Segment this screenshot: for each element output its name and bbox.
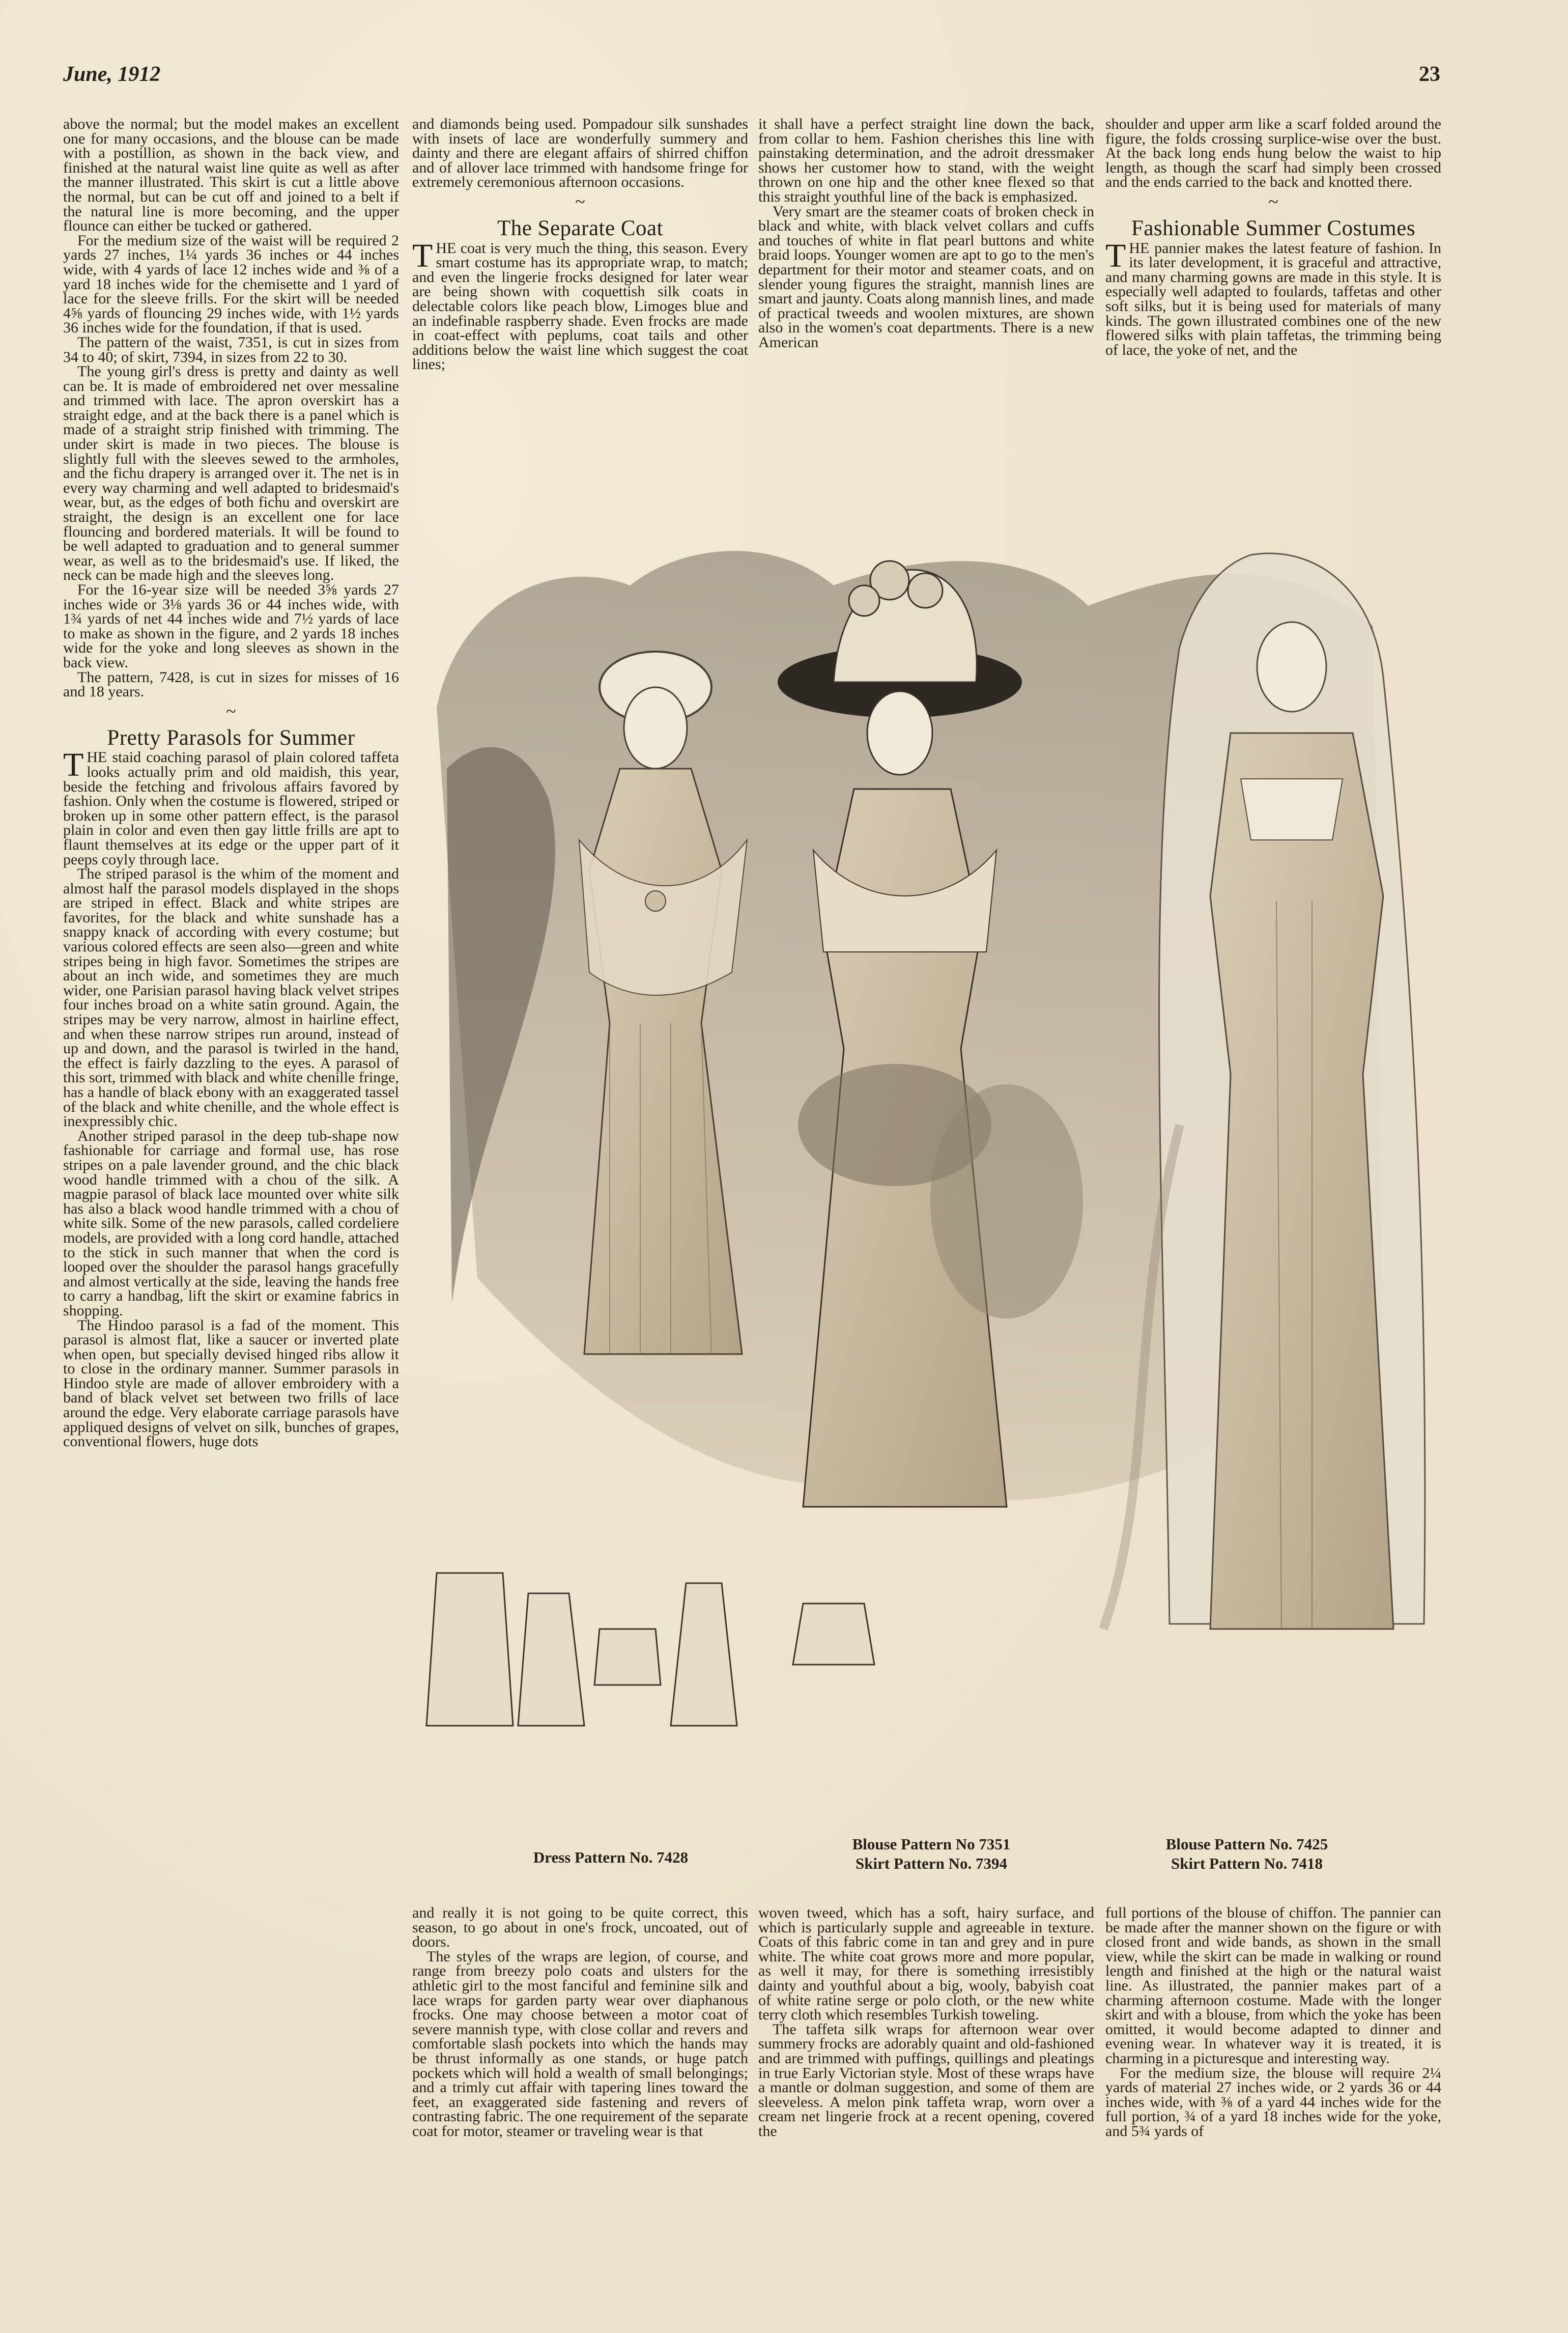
parasols-paragraph: The Hindoo parasol is a fad of the moment. This parasol is almost flat, like a saucer or inverted plate when open, but specially devised hinged ribs allow it to close in the ordinary manner. Summer parasols in Hindoo style are made of allover embroidery with a band of black velvet set between two frills of lace around the edge. Very elaborate carriage parasols have appliqued designs of velvet on silk, bunches of grapes, conventional flowers, huge dots [63, 1316, 399, 1450]
caption-line: Blouse Pattern No. 7425 [1165, 1835, 1328, 1853]
costumes-paragraph: HE pannier makes the latest feature of fashion. In its later development, it is graceful and attractive, and many charming gowns are made in this style. It is especially well adapted to foulards, taffetas and other soft silks, but it is being used for materials of many kinds. The gown illustrated combines one of the new flowered silks with plain taffetas, the trimming being of lace, the yoke of net, and the [1105, 239, 1441, 358]
col3-bottom-paragraph: woven tweed, which has a soft, hairy surface, and which is particularly supple and agreeable in texture. Coats of this fabric come in tan and grey and in pure white. The white coat grows more and more popular, as well it may, for there is something irresistibly dainty and youthful about a big, wooly, babyish coat of white ratine serge or polo cloth, or the new white terry cloth which resembles Turkish toweling. [758, 1906, 1094, 2023]
issue-date: June, 1912 [63, 63, 161, 86]
column-3-top [758, 117, 1094, 504]
col2-bottom-paragraph: and really it is not going to be quite correct, this season, to go about in one's frock, uncoated, out of doors. [412, 1906, 748, 1951]
parasols-heading: Pretty Parasols for Summer [107, 725, 355, 750]
caption-dress-7428: Dress Pattern No. 7428 [533, 1848, 689, 1866]
column-2-top [412, 117, 748, 524]
parasols-paragraph: Another striped parasol in the deep tub-shape now fashionable for carriage and formal use, has rose stripes on a pale lavender ground, and the chic black wood handle trimmed with a chou of the silk. A magpie parasol of black lace mounted over white silk has also a black wood handle trimmed with a chou of white silk. Some of the new parasols, called cordeliere models, are provided with a long cord handle, attached to the stick in such manner that when the cord is looped over the shoulder the parasol hangs gracefully and almost vertically at the side, leaving the hands free to carry a handbag, lift the skirt or examine fabrics in shopping. [63, 1127, 399, 1319]
col1-paragraph: For the 16-year size will be needed 3⅝ yards 27 inches wide or 3⅛ yards 36 or 44 inches wide, with 1¾ yards of net 44 inches wide and 7½ yards of lace to make as shown in the figure, and 2 yards 18 inches wide for the yoke and long sleeves as shown in the back view. [63, 581, 399, 671]
coat-heading: The Separate Coat [497, 216, 664, 240]
drop-cap: T [1105, 237, 1126, 274]
caption-line: Skirt Pattern No. 7394 [856, 1854, 1007, 1872]
costumes-heading: Fashionable Summer Costumes [1131, 216, 1416, 240]
coat-paragraph: HE coat is very much the thing, this season. Every smart costume has its appropriate wrap, to match; and even the lingerie frocks designed for later wear are being shown with coquettish silk coats in delectable colors like peach blow, Limoges blue and an indefinable raspberry shade. Even frocks are made in coat-effect with peplums, coat tails and other additions below the waist line which suggest the coat lines; [412, 239, 748, 373]
col1-paragraph: above the normal; but the model makes an excellent one for many occasions, and the blouse can be made with a postillion, as shown in the back view, and finished at the natural waist line quite as well as after the manner illustrated. This skirt is cut a little above the normal, but can be cut off and joined to a belt if the natural line is more becoming, and the upper flounce can either be tucked or gathered. [63, 117, 399, 235]
col1-paragraph: For the medium size of the waist will be required 2 yards 27 inches, 1¼ yards 36 inches or 44 inches wide, with 4 yards of lace 12 inches wide and ⅜ of a yard 18 inches wide for the chemisette and 1 yard of lace for the sleeve frills. For the skirt will be needed 4⅝ yards of flouncing 29 inches wide, with 1½ yards 36 inches wide for the foundation, if that is used. [63, 232, 399, 336]
col2-bottom-paragraph: The styles of the wraps are legion, of course, and range from breezy polo coats and ulsters for the athletic girl to the most fanciful and feminine silk and lace wraps for garden party wear over diaphanous frocks. One may choose between a motor coat of severe mannish type, with close collar and revers and comfortable slash pockets into which the hands may be thrust informally as one stands, or huge patch pockets which will hold a wealth of small belongings; and a trimly cut affair with tapering lines toward the feet, an exaggerated side fastening and revers of contrasting fabric. The one requirement of the separate coat for motor, steamer or traveling wear is that [412, 1948, 748, 2140]
section-separator: ~ [226, 700, 236, 721]
column-3-bottom [758, 1906, 1094, 2303]
pattern-small-views [426, 1573, 874, 1726]
column-4-top [1105, 117, 1441, 514]
column-4-bottom [1105, 1906, 1441, 2303]
parasols-paragraph: The striped parasol is the whim of the moment and almost half the parasol models displayed in the shops are striped in effect. Black and white stripes are favorites, for the black and white sunshade has a snappy knack of according with every costume; but various colored effects are seen also—green and white stripes being in high favor. Sometimes the stripes are about an inch wide, and sometimes they are much wider, one Parisian parasol having black velvet stripes four inches broad on a white satin ground. Again, the stripes may be very narrow, almost in hairline effect, and when these narrow stripes run around, instead of up and down, and the parasol is twirled in the hand, the effect is fairly dazzling to the eyes. A parasol of this sort, trimmed with black and white chenille fringe, has a handle of black ebony with an exaggerated tassel of the black and white chenille, and the whole effect is inexpressibly chic. [63, 865, 399, 1130]
column-1 [63, 117, 399, 2296]
parasols-paragraph: HE staid coaching parasol of plain colored taffeta looks actually prim and old maidish, this year, beside the fetching and frivolous affairs favored by fashion. Only when the costume is flowered, striped or broken up in some other pattern effect, is the parasol plain in color and even then gay little frills are apt to flaunt themselves at its edge or the upper part of it peeps coyly through lace. [63, 749, 399, 868]
caption-blouse-7351 [799, 1835, 1064, 1873]
page-number: 23 [1419, 63, 1440, 86]
col1-paragraph: The pattern of the waist, 7351, is cut in sizes from 34 to 40; of skirt, 7394, in sizes from 22 to 30. [63, 333, 399, 366]
col1-paragraph: The pattern, 7428, is cut in sizes for misses of 16 and 18 years. [63, 668, 399, 700]
col3-paragraph: Very smart are the steamer coats of broken check in black and white, with black velvet collars and cuffs and touches of white in flat pearl buttons and white braid loops. Younger women are apt to go to the men's department for their motor and steamer coats, and on slender young figures the straight, mannish lines are smart and jaunty. Coats along mannish lines, and made of practical tweeds and woolen mixtures, are shown also in the women's coat departments. There is a new American [758, 203, 1094, 351]
caption-blouse-7425 [1115, 1835, 1379, 1873]
drop-cap: T [63, 746, 84, 784]
section-separator: ~ [575, 191, 585, 212]
col1-paragraph: The young girl's dress is pretty and dainty as well can be. It is made of embroidered net over messaline and trimmed with lace. The apron overskirt has a straight edge, and at the back there is a panel which is made of a straight strip finished with trimming. The under skirt is made in two pieces. The blouse is slightly full with the sleeves sewed to the armholes, and the fichu drapery is arranged over it. The net is in every way charming and well adapted to bridesmaid's wear, but, as the edges of both fichu and overskirt are straight, the design is an excellent one for lace flouncing and bordered materials. It will be found to be well adapted to graduation and to general summer wear, as well as to the bridesmaid's use. If liked, the neck can be made high and the sleeves long. [63, 363, 399, 584]
col4-paragraph: shoulder and upper arm like a scarf folded around the figure, the folds crossing surplice-wise over the bust. At the back long ends hung below the waist to hip length, as though the scarf had simply been crossed and the ends carried to the back and knotted there. [1105, 117, 1441, 191]
col2-paragraph: and diamonds being used. Pompadour silk sunshades with insets of lace are wonderfully summery and dainty and there are elegant affairs of shirred chiffon and of allover lace trimmed with handsome fringe for extremely ceremonious afternoon occasions. [412, 117, 748, 191]
caption-line: Blouse Pattern No 7351 [852, 1835, 1011, 1853]
drop-cap: T [412, 237, 433, 274]
section-separator: ~ [1268, 191, 1278, 212]
column-2-bottom [412, 1906, 748, 2303]
fashion-illustration [416, 514, 1434, 1746]
caption-line: Skirt Pattern No. 7418 [1171, 1854, 1323, 1872]
col3-bottom-paragraph: The taffeta silk wraps for afternoon wear over summery frocks are adorably quaint and old-fashioned and are trimmed with puffings, quillings and pleatings in true Early Victorian style. Most of these wraps have a mantle or dolman suggestion, and some of them are sleeveless. A melon pink taffeta wrap, worn over a cream net lingerie frock at a recent opening, covered the [758, 2020, 1094, 2140]
col4-bottom-paragraph: For the medium size, the blouse will require 2¼ yards of material 27 inches wide, or 2 yards 36 or 44 inches wide, with ⅜ of a yard 44 inches wide for the full portion, ¾ of a yard 18 inches wide for the yoke, and 5¾ yards of [1105, 2064, 1441, 2140]
col4-bottom-paragraph: full portions of the blouse of chiffon. The pannier can be made after the manner shown on the figure or with closed front and wide bands, as shown in the small view, while the skirt can be made in walking or round length and finished at the high or the natural waist line. As illustrated, the pannier makes part of a charming afternoon costume. Made with the longer skirt and with a blouse, from which the yoke has been omitted, it would become adapted to dinner and evening wear. In whatever way it is treated, it is charming in a picturesque and interesting way. [1105, 1906, 1441, 2067]
col3-paragraph: it shall have a perfect straight line down the back, from collar to hem. Fashion cherishes this line with painstaking determination, and the adroit dressmaker shows her customer how to stand, with the weight thrown on one hip and the other knee flexed so that this straight youthful line of the back is emphasized. [758, 117, 1094, 205]
